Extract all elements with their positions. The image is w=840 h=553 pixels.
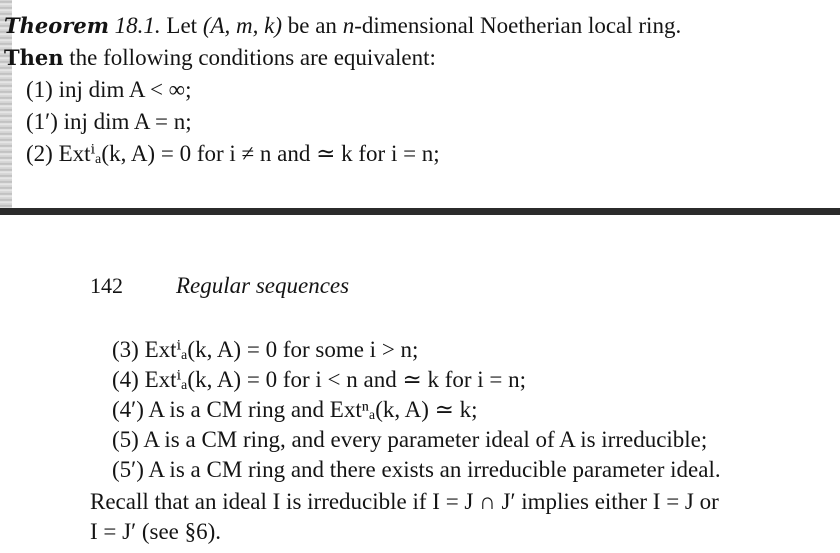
statement-after-ring: be an (287, 13, 337, 38)
condition-text: A is a CM ring and Extⁿₐ(k, A) ≃ k; (148, 397, 478, 422)
statement-before-ring: Let (166, 13, 198, 38)
theorem-label: Theorem (4, 13, 109, 38)
condition-label: (1′) (26, 109, 58, 134)
previous-page-fragment (0, 0, 840, 208)
running-head: Regular sequences (176, 273, 350, 298)
condition-line (112, 456, 721, 484)
condition-label: (5) (112, 427, 139, 452)
then-word: Then (4, 45, 64, 70)
condition-line (112, 426, 707, 454)
condition-line (26, 76, 191, 104)
condition-text: Extⁱₐ(k, A) = 0 for i ≠ n and ≃ k for i = n; (58, 141, 440, 166)
ring-tuple: (A, m, k) (202, 13, 283, 38)
condition-line (112, 336, 418, 364)
condition-label: (4′) (112, 397, 144, 422)
condition-label: (5′) (112, 457, 144, 482)
then-rest: the following conditions are equivalent: (69, 45, 436, 70)
theorem-statement-line (4, 12, 681, 40)
recall-paragraph-line: Recall that an ideal I is irreducible if I = J ∩ J′ implies either I = J or (90, 489, 719, 514)
condition-text: inj dim A < ∞; (58, 77, 192, 102)
condition-label: (1) (26, 77, 53, 102)
condition-label: (2) (26, 141, 53, 166)
condition-label: (3) (112, 337, 139, 362)
condition-text: inj dim A = n; (63, 109, 192, 134)
condition-text: A is a CM ring, and every parameter ideal of A is irreducible; (143, 427, 708, 452)
dimension-variable: n (342, 13, 355, 38)
theorem-then-line (4, 44, 436, 72)
condition-line (26, 108, 192, 136)
condition-line (112, 366, 526, 394)
condition-line (26, 140, 440, 168)
condition-text: Extⁱₐ(k, A) = 0 for some i > n; (144, 337, 419, 362)
page-number: 142 (90, 273, 123, 298)
condition-text: A is a CM ring and there exists an irreducible parameter ideal. (148, 457, 721, 482)
condition-label: (4) (112, 367, 139, 392)
recall-paragraph-line: I = J′ (see §6). (90, 519, 222, 544)
condition-text: Extⁱₐ(k, A) = 0 for i < n and ≃ k for i = n; (144, 367, 527, 392)
statement-rest: -dimensional Noetherian local ring. (354, 13, 682, 38)
page-divider (0, 208, 840, 215)
condition-line (112, 396, 478, 424)
theorem-number: 18.1. (114, 13, 161, 38)
